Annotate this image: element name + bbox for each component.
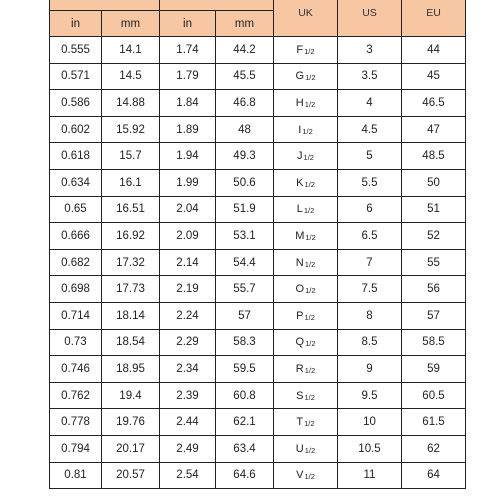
diameter-in-cell: 0.634 [50,169,102,196]
diameter-in-cell: 0.586 [50,90,102,117]
uk-size-letter: I [298,123,302,136]
uk-size-letter: L [296,203,303,216]
circumference-in-header: in [160,11,216,37]
uk-size-fraction: 1/2 [305,232,316,242]
uk-header: UK [274,0,338,37]
uk-size-fraction: 1/2 [305,286,316,296]
diameter-mm-cell: 16.92 [102,223,160,250]
eu-size-cell: 48.5 [402,143,466,170]
uk-size-cell [274,90,338,117]
table-header [50,0,466,37]
circumference-mm-cell: 57 [216,302,274,329]
diameter-mm-cell: 14.88 [102,90,160,117]
table-row [50,90,466,117]
table-row [50,116,466,143]
us-size-cell: 7 [338,249,402,276]
uk-size-letter: F [296,43,304,56]
us-size-cell: 5.5 [338,169,402,196]
uk-size-fraction: 1/2 [304,365,316,375]
diameter-mm-cell: 15.7 [102,143,160,170]
table-row [50,329,466,356]
table-row [50,249,466,276]
eu-size-cell: 61.5 [402,409,466,436]
eu-size-cell: 45 [402,63,466,90]
diameter-mm-cell: 14.1 [102,37,160,64]
diameter-in-cell: 0.571 [50,63,102,90]
circumference-in-cell: 2.34 [160,356,216,383]
uk-size-letter: G [295,70,305,83]
circumference-in-cell: 2.04 [160,196,216,223]
us-size-cell: 7.5 [338,276,402,303]
circumference-in-cell: 1.84 [160,90,216,117]
diameter-mm-header: mm [102,11,160,37]
diameter-mm-cell: 17.32 [102,249,160,276]
us-header: US [338,0,402,37]
eu-size-cell: 55 [402,249,466,276]
uk-size-letter: H [295,96,304,109]
uk-size-cell [274,356,338,383]
diameter-mm-cell: 18.54 [102,329,160,356]
diameter-in-cell: 0.73 [50,329,102,356]
circumference-mm-cell: 53.1 [216,223,274,250]
diameter-in-cell: 0.714 [50,302,102,329]
circumference-mm-header: mm [216,11,274,37]
uk-size-cell [274,276,338,303]
uk-size-cell [274,249,338,276]
diameter-in-cell: 0.618 [50,143,102,170]
diameter-mm-cell: 20.17 [102,435,160,462]
diameter-in-cell: 0.746 [50,356,102,383]
diameter-in-cell: 0.682 [50,249,102,276]
uk-size-fraction: 1/2 [304,259,316,269]
us-size-cell: 8.5 [338,329,402,356]
us-size-cell: 3.5 [338,63,402,90]
circumference-in-cell: 2.29 [160,329,216,356]
diameter-mm-cell: 14.5 [102,63,160,90]
us-size-cell: 9 [338,356,402,383]
uk-size-letter: Q [295,336,305,349]
uk-size-cell [274,143,338,170]
us-size-cell: 11 [338,462,402,489]
circumference-mm-cell: 48 [216,116,274,143]
diameter-in-cell: 0.602 [50,116,102,143]
diameter-in-cell: 0.762 [50,382,102,409]
table-row [50,63,466,90]
table-row [50,409,466,436]
uk-size-cell [274,382,338,409]
uk-size-cell [274,116,338,143]
uk-size-fraction: 1/2 [303,206,315,216]
uk-size-letter: M [295,229,305,242]
uk-size-cell [274,435,338,462]
uk-size-letter: S [296,389,304,402]
uk-size-fraction: 1/2 [304,472,315,482]
diameter-in-cell: 0.555 [50,37,102,64]
circumference-mm-cell: 46.8 [216,90,274,117]
uk-size-letter: U [295,442,304,455]
uk-size-cell [274,462,338,489]
diameter-in-cell: 0.65 [50,196,102,223]
circumference-in-cell: 1.94 [160,143,216,170]
us-size-cell: 6.5 [338,223,402,250]
circumference-in-cell: 1.79 [160,63,216,90]
circumference-mm-cell: 59.5 [216,356,274,383]
us-size-cell: 9.5 [338,382,402,409]
us-size-cell: 10 [338,409,402,436]
circumference-in-cell: 1.89 [160,116,216,143]
diameter-mm-cell: 18.14 [102,302,160,329]
diameter-in-cell: 0.666 [50,223,102,250]
diameter-in-cell: 0.81 [50,462,102,489]
diameter-in-cell: 0.778 [50,409,102,436]
eu-header: EU [402,0,466,37]
eu-size-cell: 60.5 [402,382,466,409]
table-row [50,276,466,303]
circumference-in-cell: 2.09 [160,223,216,250]
diameter-mm-cell: 16.1 [102,169,160,196]
circumference-mm-cell: 45.5 [216,63,274,90]
eu-size-cell: 59 [402,356,466,383]
circumference-in-cell: 2.54 [160,462,216,489]
uk-size-fraction: 1/2 [304,99,316,109]
uk-size-cell [274,37,338,64]
table-row [50,435,466,462]
diameter-in-cell: 0.698 [50,276,102,303]
uk-size-fraction: 1/2 [304,46,315,56]
eu-size-cell: 57 [402,302,466,329]
us-size-cell: 4 [338,90,402,117]
us-size-cell: 4.5 [338,116,402,143]
circumference-in-cell: 2.44 [160,409,216,436]
circumference-in-cell: 2.14 [160,249,216,276]
uk-size-fraction: 1/2 [304,445,316,455]
circumference-in-cell: 1.74 [160,37,216,64]
uk-size-cell [274,196,338,223]
eu-size-cell: 52 [402,223,466,250]
circumference-in-cell: 2.49 [160,435,216,462]
uk-size-fraction: 1/2 [304,312,315,322]
circumference-mm-cell: 60.8 [216,382,274,409]
diameter-mm-cell: 16.51 [102,196,160,223]
circumference-mm-cell: 62.1 [216,409,274,436]
circumference-mm-cell: 49.3 [216,143,274,170]
table-row [50,462,466,489]
eu-size-cell: 64 [402,462,466,489]
uk-size-fraction: 1/2 [305,73,316,83]
circumference-mm-cell: 51.9 [216,196,274,223]
diameter-mm-cell: 15.92 [102,116,160,143]
table-row [50,382,466,409]
us-size-cell: 5 [338,143,402,170]
inside-diameter-header [50,0,160,11]
us-size-cell: 6 [338,196,402,223]
table-row [50,143,466,170]
circumference-mm-cell: 50.6 [216,169,274,196]
eu-size-cell: 56 [402,276,466,303]
inside-circumference-header [160,0,274,11]
uk-size-fraction: 1/2 [305,339,316,349]
circumference-mm-cell: 55.7 [216,276,274,303]
eu-size-cell: 51 [402,196,466,223]
ring-size-table [49,0,466,489]
us-size-cell: 10.5 [338,435,402,462]
circumference-mm-cell: 44.2 [216,37,274,64]
uk-size-cell [274,329,338,356]
eu-size-cell: 47 [402,116,466,143]
uk-size-fraction: 1/2 [304,419,315,429]
diameter-mm-cell: 20.57 [102,462,160,489]
uk-size-letter: R [295,362,304,375]
diameter-mm-cell: 19.76 [102,409,160,436]
table-row [50,196,466,223]
table-row [50,356,466,383]
diameter-in-header: in [50,11,102,37]
eu-size-cell: 46.5 [402,90,466,117]
eu-size-cell: 62 [402,435,466,462]
uk-size-letter: O [295,283,305,296]
eu-size-cell: 44 [402,37,466,64]
uk-size-letter: N [295,256,304,269]
circumference-mm-cell: 63.4 [216,435,274,462]
us-size-cell: 8 [338,302,402,329]
uk-size-cell [274,169,338,196]
diameter-mm-cell: 17.73 [102,276,160,303]
table-row [50,223,466,250]
eu-size-cell: 50 [402,169,466,196]
uk-size-letter: P [296,309,304,322]
uk-size-letter: V [296,469,304,482]
ring-size-chart [49,0,465,489]
eu-size-cell: 58.5 [402,329,466,356]
uk-size-cell [274,63,338,90]
circumference-mm-cell: 64.6 [216,462,274,489]
uk-size-fraction: 1/2 [304,392,315,402]
diameter-mm-cell: 18.95 [102,356,160,383]
uk-size-fraction: 1/2 [304,179,315,189]
circumference-in-cell: 1.99 [160,169,216,196]
table-row [50,169,466,196]
header-group-row [50,0,466,11]
table-row [50,302,466,329]
uk-size-letter: K [296,176,304,189]
circumference-mm-cell: 54.4 [216,249,274,276]
uk-size-letter: T [296,416,304,429]
uk-size-fraction: 1/2 [303,153,314,163]
diameter-mm-cell: 19.4 [102,382,160,409]
uk-size-cell [274,223,338,250]
table-body [50,37,466,489]
uk-size-letter: J [297,150,303,163]
circumference-in-cell: 2.24 [160,302,216,329]
uk-size-fraction: 1/2 [302,126,313,136]
circumference-in-cell: 2.39 [160,382,216,409]
circumference-mm-cell: 58.3 [216,329,274,356]
table-row [50,37,466,64]
uk-size-cell [274,302,338,329]
uk-size-cell [274,409,338,436]
diameter-in-cell: 0.794 [50,435,102,462]
circumference-in-cell: 2.19 [160,276,216,303]
us-size-cell: 3 [338,37,402,64]
